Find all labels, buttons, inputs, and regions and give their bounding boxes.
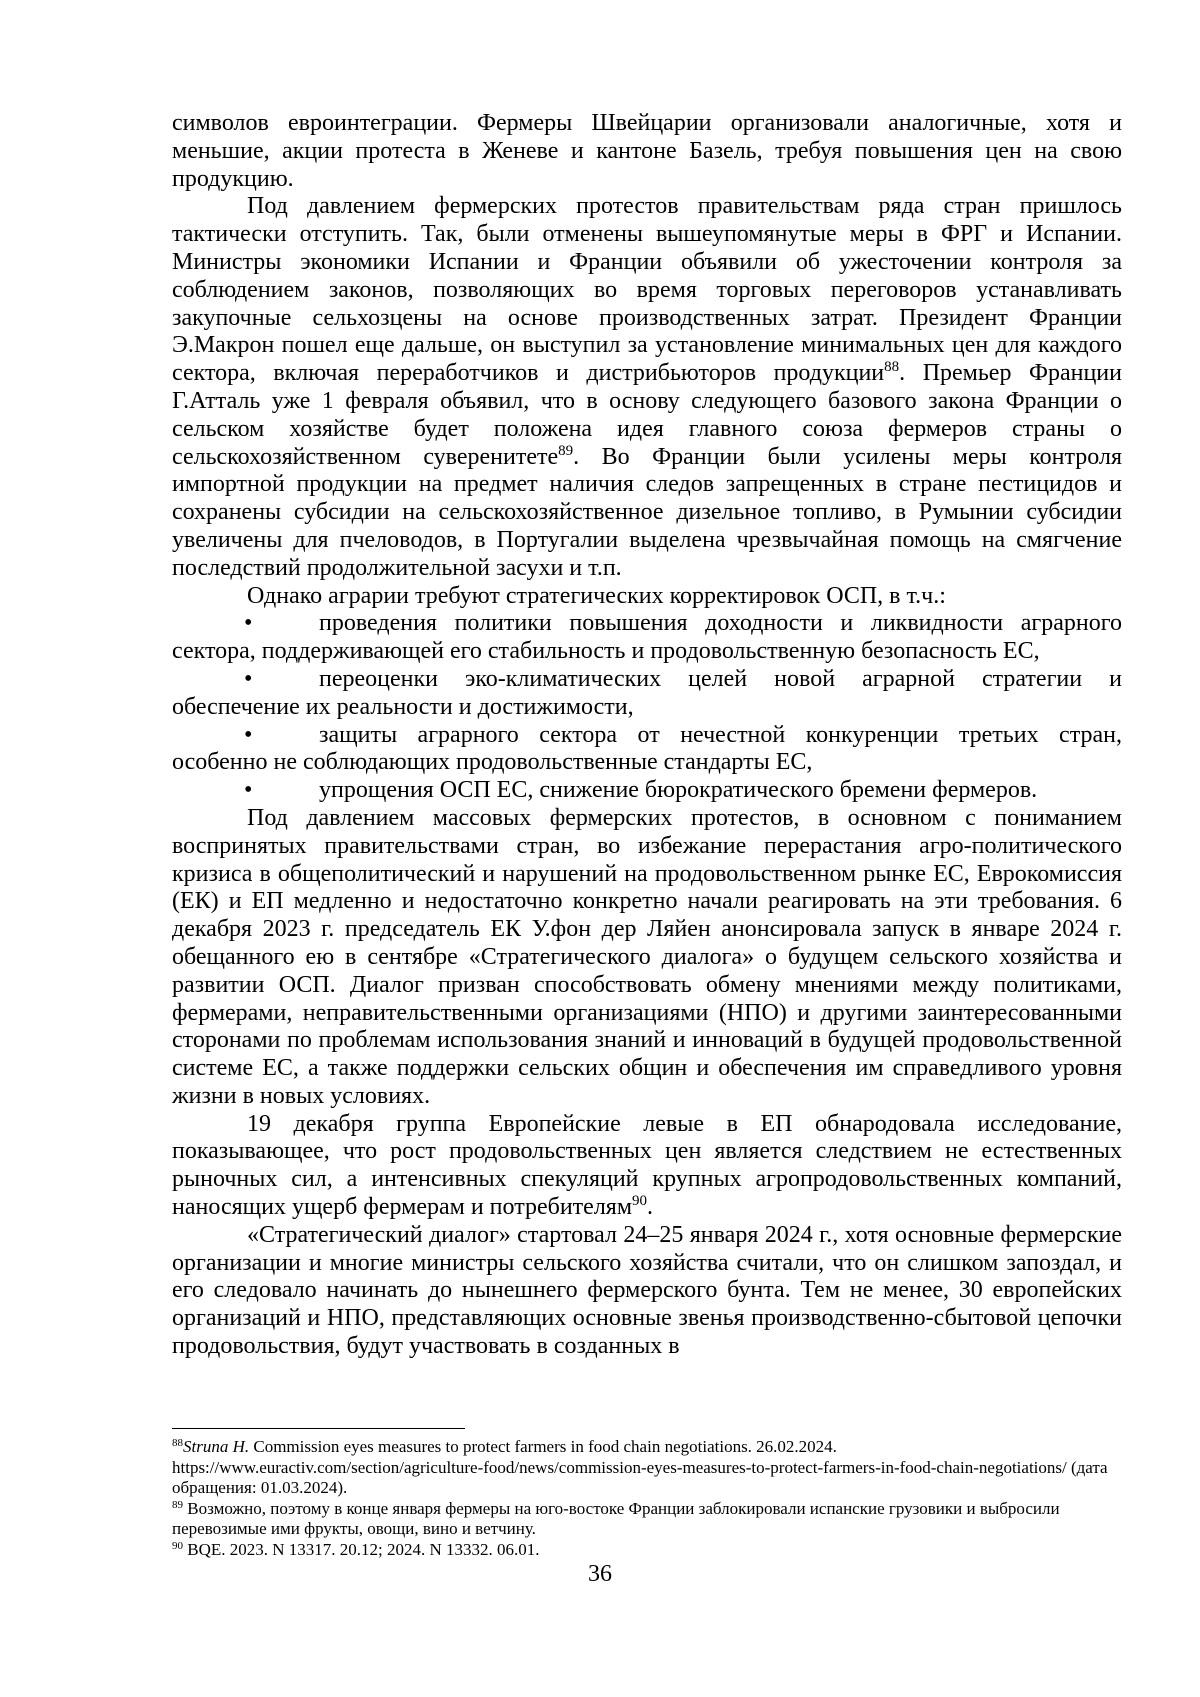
bullet-text-first-line: проведения политики повышения доходности и ликвидности аграрного: [319, 610, 1122, 637]
bullet-icon: •: [244, 721, 253, 748]
bullet-item: [172, 666, 1122, 722]
footnote-text: BQE. 2023. N 13317. 20.12; 2024. N 13332. 06.01.: [183, 1539, 540, 1559]
bullet-text-first-line: переоценки эко-климатических целей новой аграрной стратегии и: [319, 665, 1122, 692]
footnotes: [172, 1437, 1122, 1560]
footnote-89: [172, 1499, 1122, 1540]
footnote-ref-90[interactable]: 90: [632, 1193, 648, 1210]
paragraph-5-part-a: 19 декабря группа Европейские левые в ЕП обнародовала исследование, показывающее, что рост продовольственных цен является следствием не естественных рыночных сил, а интенсивных спекуляций крупных агропродовольственных компаний, наносящих ущерб фермерам и потребителям: [172, 1110, 1122, 1221]
bullet-item: [172, 777, 1122, 805]
footnote-text: Возможно, поэтому в конце января фермеры на юго-востоке Франции заблокировали испанские грузовики и выбросили перевозимые ими фрукты, овощи, вино и ветчину.: [172, 1498, 1060, 1538]
paragraph-5: [172, 1111, 1122, 1222]
paragraph-2-part-b: . Премьер Франции Г.Атталь уже 1 февраля объявил, что в основу следующего базового закона Франции о сельском хозяйстве будет положена идея главного союза фермеров страны о сельскохозяйственном суверенитете: [172, 360, 1122, 470]
bullet-icon: •: [244, 665, 253, 692]
footnote-ref-89[interactable]: 89: [558, 442, 574, 459]
paragraph-5-part-b: .: [647, 1194, 654, 1221]
footnote-author: Struna H.: [183, 1437, 250, 1456]
footnote-ref-88[interactable]: 88: [884, 359, 900, 376]
bullet-icon: •: [244, 777, 253, 804]
paragraph-3: Однако аграрии требуют стратегических корректировок ОСП, в т.ч.:: [247, 582, 946, 609]
bullet-text-rest: сектора, поддерживающей его стабильность и продовольственную безопасность ЕС,: [172, 638, 1040, 665]
bullet-text-first-line: защиты аграрного сектора от нечестной конкуренции третьих стран,: [319, 721, 1122, 748]
paragraph-2-part-c: . Во Франции были усилены меры контроля импортной продукции на предмет наличия следов запрещенных в стране пестицидов и сохранены субсидии на сельскохозяйственное дизельное топливо, в Румынии субсидии увеличены для пчеловодов, в Португалии выделена чрезвычайная помощь на смягчение последствий продолжительной засухи и т.п.: [172, 443, 1122, 581]
paragraph-6: «Стратегический диалог» стартовал 24–25 января 2024 г., хотя основные фермерские организации и многие министры сельского хозяйства считали, что он слишком запоздал, и его следовало начинать до нынешнего фермерского бунта. Тем не менее, 30 европейских организаций и НПО, представляющих основные звенья производственно-сбытовой цепочки продовольствия, будут участвовать в созданных в: [172, 1221, 1122, 1360]
footnote-88: [172, 1437, 1122, 1499]
footnote-text: Commission eyes measures to protect farmers in food chain negotiations. 26.02.2024. https://www.euractiv.com/section/agriculture-food/news/commission-eyes-measures-to-protect-farmers-in-food-chain-negotiations/ (дата обращения: 01.03.2024).: [172, 1437, 1108, 1497]
paragraph-1: символов евроинтеграции. Фермеры Швейцарии организовали аналогичные, хотя и меньшие, акции протеста в Женеве и кантоне Базель, требуя повышения цен на свою продукцию.: [172, 110, 1122, 192]
paragraph-2-part-a: Под давлением фермерских протестов правительствам ряда стран пришлось тактически отступить. Так, были отменены вышеупомянутые меры в ФРГ и Испании. Министры экономики Испании и Франции объявили об ужесточении контроля за соблюдением законов, позволяющих во время торговых переговоров устанавливать закупочные сельхозцены на основе производственных затрат. Президент Франции Э.Макрон пошел еще дальше, он выступил за установление минимальных цен для каждого сектора, включая переработчиков и дистрибьюторов продукции: [172, 193, 1122, 387]
bullet-icon: •: [244, 610, 253, 637]
footnote-number: 88: [172, 1437, 183, 1449]
bullet-text-rest: особенно не соблюдающих продовольственные стандарты ЕС,: [172, 749, 813, 776]
paragraph-4: Под давлением массовых фермерских протестов, в основном с пониманием воспринятых правительствами стран, во избежание перерастания агро-политического кризиса в общеполитический и нарушений на продовольственном рынке ЕС, Еврокомиссия (ЕК) и ЕП медленно и недостаточно конкретно начали реагировать на эти требования. 6 декабря 2023 г. председатель ЕК У.фон дер Ляйен анонсировала запуск в январе 2024 г. обещанного ею в сентябре «Стратегического диалога» о будущем сельского хозяйства и развитии ОСП. Диалог призван способствовать обмену мнениями между политиками, фермерами, неправительственными организациями (НПО) и другими заинтересованными сторонами по проблемам использования знаний и инноваций в будущей продовольственной системе ЕС, а также поддержки сельских общин и обеспечения им справедливого уровня жизни в новых условиях.: [172, 804, 1122, 1109]
bullet-text-first-line: упрощения ОСП ЕС, снижение бюрократического бремени фермеров.: [319, 777, 1038, 804]
bullet-item: [172, 722, 1122, 778]
bullet-item: [172, 610, 1122, 666]
footnote-number: 89: [172, 1498, 183, 1511]
body-text: [172, 110, 1122, 1361]
paragraph-2: [172, 193, 1122, 582]
footnote-number: 90: [172, 1539, 183, 1552]
footnote-divider: [172, 1428, 465, 1429]
footnote-90: [172, 1540, 1122, 1561]
bullet-text-rest: обеспечение их реальности и достижимости,: [172, 693, 634, 720]
page-number: 36: [588, 1561, 612, 1587]
